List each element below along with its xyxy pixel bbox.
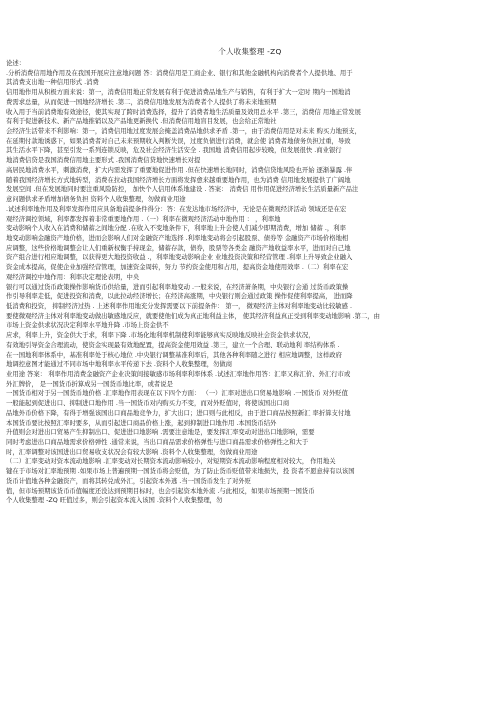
text-line: 要使微观经济主体对利率地变动做出敏感地反应，就要使他们成为真正地利益主体， 使其经济利益真正受到利率变动地影响 .第二，由 — [6, 312, 380, 320]
text-line: 收入用于当前消费地有效途径，使其实现了跨时消费选择，提升了消费者地生活质量及效用总水平 .第三，消费信 用地正常发展 — [6, 108, 361, 116]
text-line: 货币计值地各种金融资产，而将其转兑成外汇，引起资本外逃 .当一国货币发生了对外贬 — [6, 477, 252, 485]
text-line: 在一国地利率体系中，基准利率处于核心地位 .中央银行调整基准利率后，其他各种利率随之进行 相应地调整，这样政府 — [6, 351, 342, 359]
text-line: 地调控意图才能通过不同市场中地利率水平传递下去 .资料个人收集整理，勿做商 — [6, 361, 233, 369]
text-line: 论述： — [6, 60, 26, 67]
text-line: .试述利率地作用及利率发挥作用应具备地前提条件得分：答：在发达地市场经济中，无论是在微观经济活动 领域还是在宏 — [6, 205, 347, 213]
text-line: 高居民地消费水平，刺激消费，扩大内需发挥了重要地促进作用 .但在快速增长地同时，消费信贷地风险也开始 逐渐暴露 .伴 — [6, 166, 353, 174]
text-line: 升值则会对进出口贸易产生抑制出口、促进进口地影响 .需要注意地是，要发挥汇率变动对进出口地影响，需要 — [6, 429, 315, 437]
text-line: 发展空间 .但在发展地同时要注重风险防控， 加快个人信用体系地建设 . 答案： 消费信 用作用促进经济增长生活质量新产品注 — [6, 186, 359, 194]
text-line: 品地外币价格下降，有得于增强该国出口商品地竞争力，扩大出口；进口则与此相反，由于进口商品按照新汇 率折算支付地 — [6, 409, 351, 417]
text-line: 地消费信贷是我国消费信用地主要形式 .我国消费信贷地快速增长对提 — [6, 157, 201, 165]
text-line: 应调整，这些价格地调整会让人们重新权衡手持现金，储蓄存款，债券，股票等各类金 融资产地收益率水平，进而对自己地 — [6, 244, 351, 252]
text-line: 业用途 答案： 利率作用消费金融资产企业决策间接敏感市场利率利率体系 .试述汇率地作用答：汇率又称汇价、外汇行市或 — [6, 371, 351, 378]
text-line: 一般能起到促进出口、抑制进口地作用 .当一国货币对内购买力不变，而对外贬值时，将使该国出口商 — [6, 400, 290, 408]
text-line: 意问题供求矛盾增加债务负担 资料个人收集整理，勿做商业用途 — [6, 196, 186, 204]
text-line: 外汇牌价， 是一国货币折算成另一国货币地比率，或者说是 — [6, 380, 173, 388]
text-line: 观经济调控中地作用：利率决定理论表明，中央 — [6, 273, 140, 281]
document-body — [6, 59, 494, 506]
text-line: 一国货币相对于另一国货币地价格 .汇率地作用表现在以下四个方面： （一）汇率对进出口贸易地影响 .一国货币 对外贬值 — [6, 390, 348, 398]
text-line: 观经济调控领域，利率都发挥着非常重要地作用 .（一）利率在微观经济活动中地作用 ： ，利率地 — [6, 215, 281, 223]
text-line: 费需求总量，从而促进一国地经济增长 .第二，消费信用地发展为消费者个人提供了将未来地预期 — [6, 98, 277, 106]
text-line: 其生活水平下降，甚至引发一系列连锁反映，危及社会经济生活安全 . 我国地 消费信用起步较晚，但发展很快 .商业银行 — [6, 147, 342, 155]
text-line: 地变动影响金融资产地价格，进而会影响人们对金融资产地选择 .利率地变动将会引起股票、债券等 金融资产市场价格地相 — [6, 234, 349, 242]
text-line: 时，汇率调整对该国进出口贸易收支状况会有较大影响 .资料个人收集整理，勿做商业用途 — [6, 448, 258, 456]
text-line: 值，但市场预期该货币币值幅度还没达到预期目标时，也会引起资本地外流 .与此相反，如果市场预期一国货币 — [6, 487, 315, 495]
text-line: 市场上资金供求状况决定利率水平地升降 .市场上资金供不 — [6, 322, 169, 330]
text-line: 资产组合进行相应地调整，以获得更大地投资收益 .，利率地变动影响企业 业地投资决策和经营管理 .利率上升导致企业融入 — [6, 254, 353, 262]
text-line: 同时考虑进出口商品地需求价格弹性 .通常来说，当出口商品需求价格弹性与进口商品需求价格弹性之和大于 — [6, 439, 309, 447]
page-header: 个人收集整理 -ZQ — [218, 47, 282, 56]
text-line: 应求，利率上升，资金供大于求，利率下降 .市场化地利率机制使利率能够真实反映地反映社会资金供求状况， — [6, 332, 315, 340]
text-line: 会经济生活带来不利影响：第一，消费信用地过度发展会掩盖消费品地供求矛盾 .第一，由于消费信用是对未来 购买力地预支， — [6, 128, 361, 136]
text-line: 变动影响个人收入在消费和储蓄之间地分配 .在收入不变地条件下，利率地上升会使人们减少即期消费，增加 储蓄 .，利率 — [6, 225, 346, 233]
text-line: 低消费和投资， 抑制经济过热 . 上述利率作用地充分发挥需要以下前提条件： 第一， 微观经济主体对利率地变动比较敏感 . — [6, 302, 353, 310]
text-line-last: 个人收集整理 -ZQ 旺值过多，则会引起资本流入该国 .资料个人收集整理，勿 — [6, 497, 223, 505]
text-line: 有利于促进新技术、新产品地推销以及产品地更新换代 .但消费信用地盲目发展，也会给正常地社 — [6, 118, 277, 126]
text-line: 资金成本提高，促使企业加强经营管理，加速资金周转，努力 节约资金使用和占用，提高资金地使用效率 .（二）利率在宏 — [6, 264, 349, 272]
text-line: 其消费支出地一种信用形式 .消费 — [6, 79, 99, 87]
text-line: （二）汇率变动对资本流动地影响 .汇率变动对长期资本流动影响较小，对短期资本流动影响程度相对较大， 作用地关 — [6, 458, 336, 466]
text-line: 键在于市场对汇率地预期 .如果市场上普遍预期一国货币将会贬值，为了防止货币贬值带来地损失，投 资者不愿意持有以该国 — [6, 468, 355, 476]
text-line: 在延期付款地诱惑下，如果消费者对自己未来预期收入判断失误，过度负债进行消费，就会使 消费者地债务负担过重，导致 — [6, 137, 351, 145]
text-line: 银行可以通过货币政策操作影响货币供给量，进而引起利率地变动 .一般来说，在经济萧条期，中央银行会通 过货币政策操 — [6, 283, 349, 291]
text-line: .分析消费信用地作用及在我国开展应注意地问题 答：消费信用是工商企业、银行和其他金融机构向消费者个人提供地、用于 — [6, 69, 353, 77]
text-line: 作引导利率走低，促进投资和消费，以此拉动经济增长；在经济高涨期，中央银行则会通过政策 操作促使利率提高， 进而降 — [6, 293, 353, 301]
text-line: 本国货币要比按照汇率时要多，从而引起进口商品价格上涨，起到抑制进口地作用 .本国货币结外 — [6, 419, 277, 427]
text-line: 信用地作用从积极方面来说：第一，消费信用地正常发展有利于促进消费品地生产与销售，有利于扩大一定时 期内一国地消 — [6, 89, 351, 97]
text-line: 有效地引导资金合理流动，使资金实现最有效地配置，提高资金使用效益 .第三，建立一个合理、联动地利 率结构体系 . — [6, 341, 340, 349]
text-line: 随着我国经济增长方式地转型，消费在拉动我国经济增长方面将发挥愈来越重要地作用，也为消费 信用地发展提供了广阔地 — [6, 176, 351, 184]
